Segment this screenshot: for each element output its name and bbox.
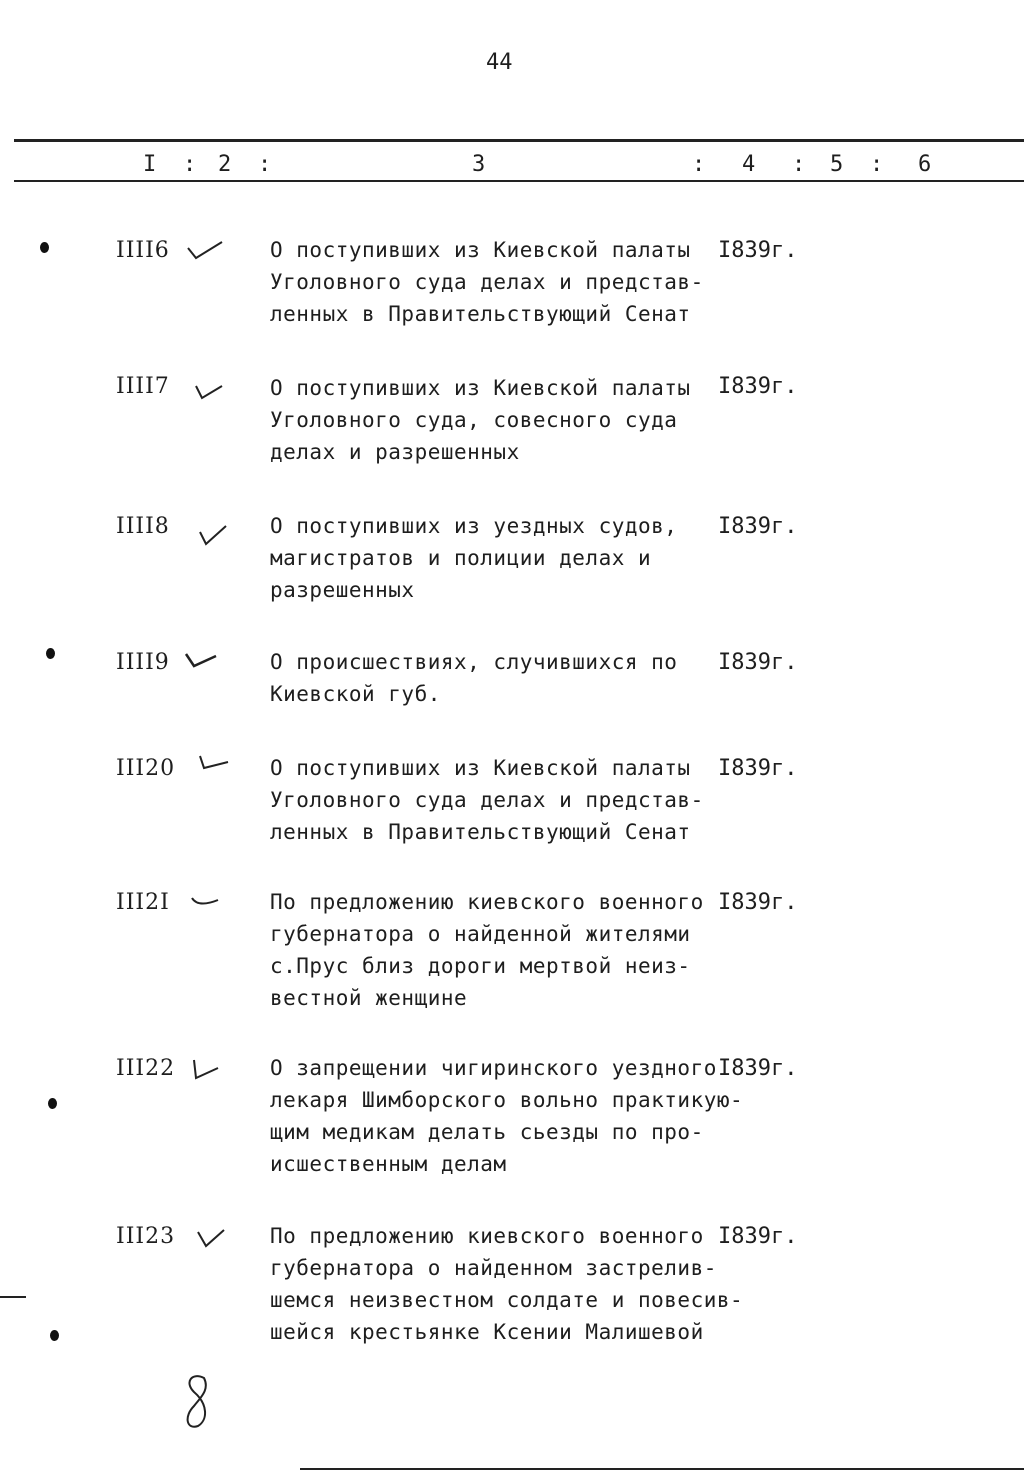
column-header-3: 3 [472, 152, 486, 177]
entry-year: I839г. [718, 1056, 798, 1081]
checkmark-icon [196, 520, 236, 546]
entry-description: О поступивших из Киевской палаты Уголовного суда делах и представ- ленных в Правительствующий Сенат [270, 756, 704, 844]
punch-hole-mark [50, 1330, 59, 1341]
page-number: 44 [486, 50, 513, 75]
entry-number: IIII6 [116, 238, 170, 263]
column-header-2: 2 [218, 152, 232, 177]
punch-hole-mark [48, 1098, 57, 1109]
entry-year: I839г. [718, 650, 798, 675]
bottom-rule [300, 1468, 1024, 1470]
entry-number: IIII9 [116, 650, 170, 675]
checkmark-icon [188, 1058, 228, 1084]
column-separator: : [692, 152, 706, 177]
entry-year: I839г. [718, 514, 798, 539]
svg-text:8: 8 [178, 1372, 179, 1373]
entry-number: III20 [116, 756, 176, 781]
header-bottom-rule [14, 180, 1024, 182]
punch-hole-mark [40, 242, 49, 253]
entry-number: IIII8 [116, 514, 170, 539]
entry-year: I839г. [718, 1224, 798, 1249]
checkmark-icon [184, 648, 224, 674]
column-header-1: I [143, 152, 157, 177]
entry-description: О запрещении чигиринского уездного лекаря Шимборского вольно практикую- щим медикам делать сьезды по про- исшественным делам [270, 1056, 744, 1176]
entry-description: По предложению киевского военного губернатора о найденном застрелив- шемся неизвестном солдате и повесив- шейся крестьянке Ксении Малишевой [270, 1224, 744, 1344]
checkmark-icon [192, 378, 232, 404]
entry-description: О поступивших из Киевской палаты Уголовного суда делах и представ- ленных в Правительствующий Сенат [270, 238, 704, 326]
column-separator: : [183, 152, 197, 177]
entry-year: I839г. [718, 756, 798, 781]
margin-mark [0, 1296, 26, 1298]
checkmark-icon [186, 238, 226, 264]
checkmark-icon [188, 890, 228, 916]
checkmark-icon [194, 1226, 234, 1252]
column-header-6: 6 [918, 152, 932, 177]
checkmark-icon [196, 752, 236, 778]
entry-description: О поступивших из уездных судов, магистратов и полиции делах и разрешенных [270, 514, 678, 602]
column-header-4: 4 [742, 152, 756, 177]
entry-year: I839г. [718, 374, 798, 399]
entry-description: По предложению киевского военного губернатора о найденной жителями с.Прус близ дороги мертвой неиз- вестной женщине [270, 890, 704, 1010]
entry-year: I839г. [718, 238, 798, 263]
entry-description: О поступивших из Киевской палаты Уголовного суда, совесного суда делах и разрешенных [270, 376, 691, 464]
entry-number: III2I [116, 890, 170, 915]
punch-hole-mark [46, 648, 55, 659]
column-separator: : [792, 152, 806, 177]
column-header-5: 5 [830, 152, 844, 177]
entry-year: I839г. [718, 890, 798, 915]
column-separator: : [258, 152, 272, 177]
entry-number: IIII7 [116, 374, 170, 399]
entry-number: III23 [116, 1224, 176, 1249]
entry-description: О происшествиях, случившихся по Киевской губ. [270, 650, 678, 706]
handwritten-sheet-count [178, 1372, 218, 1432]
header-top-rule [14, 139, 1024, 142]
entry-number: III22 [116, 1056, 176, 1081]
column-separator: : [870, 152, 884, 177]
